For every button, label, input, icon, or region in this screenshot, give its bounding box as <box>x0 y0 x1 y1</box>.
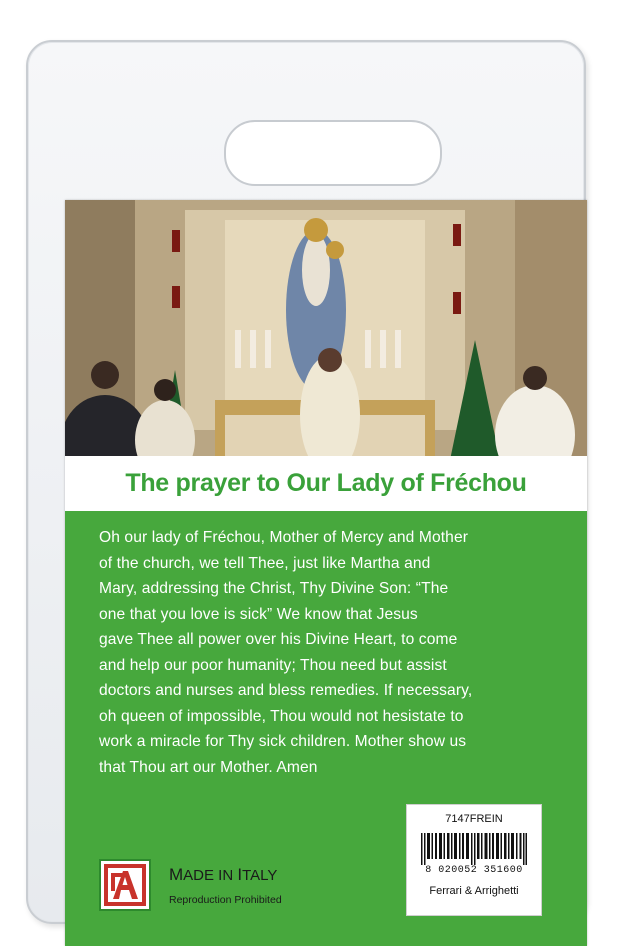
italy-rest: TALY <box>242 867 278 884</box>
prayer-line: of the church, we tell Thee, just like Martha and <box>99 554 431 572</box>
product-code: 7147FREIN <box>445 813 503 825</box>
prayer-line: Oh our lady of Fréchou, Mother of Mercy and Mother <box>99 529 469 546</box>
made-initial: M <box>169 865 184 884</box>
prayer-line: and help our poor humanity; Thou need but assist <box>99 656 447 674</box>
church-photo <box>65 200 587 456</box>
prayer-text <box>99 525 561 780</box>
barcode-label <box>406 804 542 916</box>
prayer-line: doctors and nurses and bless remedies. If necessary, <box>99 682 473 699</box>
ean-digits: 8 020052 351600 <box>425 865 523 876</box>
prayer-panel <box>65 511 587 946</box>
hanger-hole <box>224 120 442 186</box>
prayer-line: gave Thee all power over his Divine Heart, to come <box>99 631 458 648</box>
fa-logo-icon <box>99 859 151 911</box>
reproduction-notice: Reproduction Prohibited <box>169 894 282 906</box>
prayer-line: one that you love is sick” We know that Jesus <box>99 605 418 623</box>
italy-initial: I <box>237 865 243 884</box>
made-rest: ADE IN <box>183 867 238 884</box>
prayer-line: work a miracle for Thy sick children. Mother show us <box>99 733 467 750</box>
prayer-card <box>65 200 587 946</box>
manufacturer-name: Ferrari & Arrighetti <box>429 885 519 897</box>
prayer-line: oh queen of impossible, Thou would not hesistate to <box>99 707 464 725</box>
blister-package <box>26 40 586 924</box>
prayer-line: Mary, addressing the Christ, Thy Divine Son: “The <box>99 580 449 597</box>
made-in-italy <box>169 865 277 885</box>
title-band <box>65 456 587 511</box>
prayer-line: that Thou art our Mother. Amen <box>99 758 318 776</box>
barcode-icon <box>421 833 527 865</box>
prayer-title: The prayer to Our Lady of Fréchou <box>125 469 527 497</box>
